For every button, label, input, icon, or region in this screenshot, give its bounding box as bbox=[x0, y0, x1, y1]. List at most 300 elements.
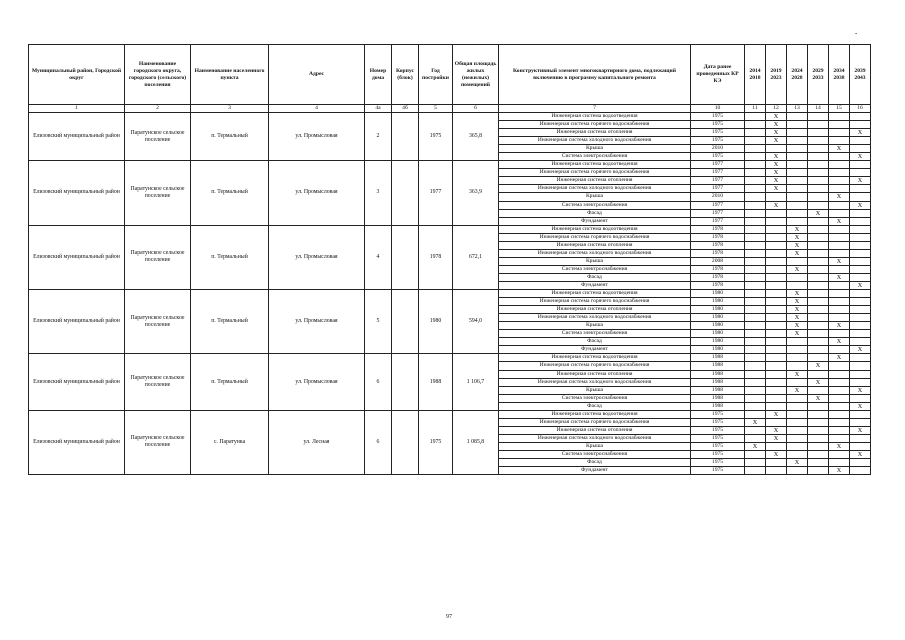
house-number-cell: 4 bbox=[365, 225, 392, 289]
period-mark-cell: X bbox=[829, 273, 850, 281]
period-mark-cell bbox=[829, 129, 850, 137]
capital-repair-table-sheet bbox=[28, 44, 870, 475]
repair-date-cell: 1988 bbox=[691, 402, 745, 410]
element-cell: Система электроснабжения bbox=[499, 330, 691, 338]
period-mark-cell bbox=[808, 153, 829, 161]
period-mark-cell bbox=[745, 410, 766, 418]
period-mark-cell bbox=[745, 370, 766, 378]
table-body bbox=[29, 113, 871, 475]
period-mark-cell bbox=[745, 201, 766, 209]
header-period-2: 2019 2023 bbox=[766, 45, 787, 105]
header-house-number: Номер дома bbox=[365, 45, 392, 105]
period-mark-cell bbox=[850, 225, 871, 233]
element-cell: Система электроснабжения bbox=[499, 394, 691, 402]
locality-cell: п. Термальный bbox=[191, 113, 269, 161]
period-mark-cell bbox=[829, 137, 850, 145]
area-cell: 1 106,7 bbox=[453, 354, 499, 410]
element-cell: Крыша bbox=[499, 442, 691, 450]
area-cell: 1 085,8 bbox=[453, 410, 499, 474]
period-mark-cell bbox=[787, 281, 808, 289]
period-mark-cell bbox=[745, 185, 766, 193]
header-year: Год постройки bbox=[419, 45, 453, 105]
element-cell: Инженерная система горячего водоснабжения bbox=[499, 362, 691, 370]
repair-date-cell: 1975 bbox=[691, 434, 745, 442]
element-cell: Инженерная система холодного водоснабжения bbox=[499, 185, 691, 193]
address-cell: ул. Промысловая bbox=[269, 354, 365, 410]
house-number-cell: 6 bbox=[365, 354, 392, 410]
repair-date-cell: 1988 bbox=[691, 386, 745, 394]
period-mark-cell bbox=[745, 145, 766, 153]
repair-date-cell: 1977 bbox=[691, 161, 745, 169]
period-mark-cell: X bbox=[787, 459, 808, 467]
period-mark-cell bbox=[808, 177, 829, 185]
period-mark-cell bbox=[766, 354, 787, 362]
element-cell: Фундамент bbox=[499, 467, 691, 475]
period-mark-cell bbox=[829, 394, 850, 402]
period-mark-cell bbox=[808, 386, 829, 394]
period-mark-cell bbox=[829, 418, 850, 426]
period-mark-cell bbox=[787, 402, 808, 410]
repair-date-cell: 1975 bbox=[691, 450, 745, 458]
table-row bbox=[29, 354, 871, 362]
period-mark-cell bbox=[850, 241, 871, 249]
area-cell: 365,8 bbox=[453, 113, 499, 161]
period-mark-cell: X bbox=[766, 137, 787, 145]
period-mark-cell bbox=[766, 330, 787, 338]
settlement-cell: Паратунское сельское поселение bbox=[125, 113, 191, 161]
column-number: 13 bbox=[787, 105, 808, 113]
period-mark-cell bbox=[745, 137, 766, 145]
period-mark-cell bbox=[766, 257, 787, 265]
period-mark-cell bbox=[787, 201, 808, 209]
period-mark-cell bbox=[850, 394, 871, 402]
period-mark-cell bbox=[808, 241, 829, 249]
period-mark-cell bbox=[850, 193, 871, 201]
table-row bbox=[29, 290, 871, 298]
period-mark-cell bbox=[829, 241, 850, 249]
period-mark-cell: X bbox=[829, 467, 850, 475]
period-mark-cell bbox=[850, 418, 871, 426]
column-number: 4 bbox=[269, 105, 365, 113]
repair-date-cell: 1980 bbox=[691, 330, 745, 338]
period-mark-cell bbox=[850, 290, 871, 298]
period-mark-cell bbox=[829, 249, 850, 257]
locality-cell: п. Термальный bbox=[191, 354, 269, 410]
period-mark-cell: X bbox=[850, 201, 871, 209]
period-mark-cell bbox=[829, 281, 850, 289]
period-mark-cell: X bbox=[787, 249, 808, 257]
period-mark-cell bbox=[808, 137, 829, 145]
element-cell: Фасад bbox=[499, 273, 691, 281]
period-mark-cell bbox=[787, 113, 808, 121]
period-mark-cell bbox=[766, 459, 787, 467]
element-cell: Инженерная система отопления bbox=[499, 426, 691, 434]
column-number: 16 bbox=[850, 105, 871, 113]
element-cell: Крыша bbox=[499, 193, 691, 201]
period-mark-cell bbox=[766, 306, 787, 314]
header-area: Общая площадь жилых (нежилых) помещений bbox=[453, 45, 499, 105]
element-cell: Фасад bbox=[499, 402, 691, 410]
period-mark-cell bbox=[787, 442, 808, 450]
period-mark-cell bbox=[745, 346, 766, 354]
header-building: Корпус (блок) bbox=[392, 45, 419, 105]
period-mark-cell bbox=[745, 217, 766, 225]
period-mark-cell bbox=[766, 378, 787, 386]
period-mark-cell: X bbox=[850, 153, 871, 161]
period-mark-cell bbox=[787, 153, 808, 161]
address-cell: ул. Промысловая bbox=[269, 290, 365, 354]
period-mark-cell bbox=[787, 217, 808, 225]
period-mark-cell bbox=[766, 290, 787, 298]
period-mark-cell: X bbox=[850, 177, 871, 185]
house-number-cell: 3 bbox=[365, 161, 392, 225]
period-mark-cell bbox=[787, 394, 808, 402]
period-mark-cell bbox=[766, 346, 787, 354]
period-mark-cell bbox=[850, 121, 871, 129]
period-mark-cell bbox=[745, 459, 766, 467]
building-cell bbox=[392, 354, 419, 410]
repair-date-cell: 1975 bbox=[691, 426, 745, 434]
period-mark-cell bbox=[808, 145, 829, 153]
address-cell: ул. Лесная bbox=[269, 410, 365, 474]
header-period-6: 2039 2043 bbox=[850, 45, 871, 105]
period-mark-cell bbox=[766, 467, 787, 475]
element-cell: Инженерная система горячего водоснабжения bbox=[499, 418, 691, 426]
period-mark-cell bbox=[787, 426, 808, 434]
building-cell bbox=[392, 290, 419, 354]
address-cell: ул. Промысловая bbox=[269, 113, 365, 161]
repair-date-cell: 2010 bbox=[691, 145, 745, 153]
header-period-4: 2029 2033 bbox=[808, 45, 829, 105]
period-mark-cell bbox=[808, 467, 829, 475]
period-mark-cell bbox=[808, 113, 829, 121]
element-cell: Инженерная система водоотведения bbox=[499, 410, 691, 418]
element-cell: Инженерная система водоотведения bbox=[499, 354, 691, 362]
period-mark-cell bbox=[745, 378, 766, 386]
repair-date-cell: 1975 bbox=[691, 129, 745, 137]
period-mark-cell: X bbox=[787, 298, 808, 306]
element-cell: Инженерная система горячего водоснабжения bbox=[499, 298, 691, 306]
locality-cell: п. Термальный bbox=[191, 290, 269, 354]
period-mark-cell bbox=[787, 145, 808, 153]
period-mark-cell bbox=[787, 273, 808, 281]
period-mark-cell bbox=[808, 459, 829, 467]
period-mark-cell bbox=[745, 386, 766, 394]
period-mark-cell bbox=[829, 177, 850, 185]
period-mark-cell bbox=[850, 314, 871, 322]
period-mark-cell bbox=[766, 402, 787, 410]
period-mark-cell bbox=[850, 354, 871, 362]
repair-date-cell: 1975 bbox=[691, 442, 745, 450]
period-mark-cell bbox=[808, 370, 829, 378]
period-mark-cell bbox=[745, 338, 766, 346]
element-cell: Инженерная система водоотведения bbox=[499, 161, 691, 169]
period-mark-cell bbox=[808, 442, 829, 450]
period-mark-cell bbox=[787, 354, 808, 362]
repair-date-cell: 1980 bbox=[691, 346, 745, 354]
period-mark-cell: X bbox=[829, 193, 850, 201]
period-mark-cell bbox=[850, 370, 871, 378]
repair-date-cell: 1975 bbox=[691, 410, 745, 418]
period-mark-cell bbox=[745, 354, 766, 362]
period-mark-cell bbox=[829, 346, 850, 354]
period-mark-cell bbox=[787, 418, 808, 426]
period-mark-cell bbox=[808, 450, 829, 458]
column-number: 11 bbox=[745, 105, 766, 113]
period-mark-cell bbox=[787, 378, 808, 386]
period-mark-cell bbox=[808, 306, 829, 314]
period-mark-cell: X bbox=[850, 281, 871, 289]
period-mark-cell: X bbox=[850, 426, 871, 434]
period-mark-cell bbox=[745, 290, 766, 298]
period-mark-cell bbox=[850, 322, 871, 330]
repair-date-cell: 1980 bbox=[691, 298, 745, 306]
year-cell: 1978 bbox=[419, 225, 453, 289]
period-mark-cell bbox=[745, 402, 766, 410]
column-number: 14 bbox=[808, 105, 829, 113]
period-mark-cell bbox=[829, 113, 850, 121]
header-previous-repair: Дата ранее проведенных КР КЭ bbox=[691, 45, 745, 105]
repair-date-cell: 1975 bbox=[691, 418, 745, 426]
period-mark-cell bbox=[850, 265, 871, 273]
period-mark-cell bbox=[766, 217, 787, 225]
period-mark-cell bbox=[850, 298, 871, 306]
period-mark-cell bbox=[850, 137, 871, 145]
locality-cell: п. Термальный bbox=[191, 225, 269, 289]
period-mark-cell bbox=[850, 145, 871, 153]
table-row bbox=[29, 161, 871, 169]
repair-date-cell: 1978 bbox=[691, 241, 745, 249]
period-mark-cell bbox=[808, 249, 829, 257]
table-row bbox=[29, 225, 871, 233]
period-mark-cell bbox=[808, 121, 829, 129]
repair-date-cell: 1975 bbox=[691, 121, 745, 129]
element-cell: Фасад bbox=[499, 209, 691, 217]
period-mark-cell bbox=[787, 257, 808, 265]
period-mark-cell bbox=[808, 217, 829, 225]
period-mark-cell bbox=[808, 346, 829, 354]
repair-date-cell: 1980 bbox=[691, 314, 745, 322]
period-mark-cell: X bbox=[829, 257, 850, 265]
period-mark-cell bbox=[745, 241, 766, 249]
period-mark-cell bbox=[787, 362, 808, 370]
period-mark-cell bbox=[766, 394, 787, 402]
period-mark-cell: X bbox=[787, 330, 808, 338]
period-mark-cell bbox=[745, 394, 766, 402]
period-mark-cell bbox=[808, 257, 829, 265]
header-settlement: Наименование городского округа, городского (сельского) поселения bbox=[125, 45, 191, 105]
period-mark-cell bbox=[808, 298, 829, 306]
period-mark-cell: X bbox=[787, 233, 808, 241]
period-mark-cell: X bbox=[766, 410, 787, 418]
period-mark-cell: X bbox=[787, 265, 808, 273]
period-mark-cell: X bbox=[829, 338, 850, 346]
period-mark-cell bbox=[745, 467, 766, 475]
repair-date-cell: 1975 bbox=[691, 467, 745, 475]
period-mark-cell bbox=[829, 450, 850, 458]
period-mark-cell bbox=[808, 290, 829, 298]
period-mark-cell bbox=[808, 225, 829, 233]
element-cell: Инженерная система горячего водоснабжения bbox=[499, 121, 691, 129]
period-mark-cell bbox=[808, 201, 829, 209]
period-mark-cell: X bbox=[745, 442, 766, 450]
period-mark-cell bbox=[766, 362, 787, 370]
column-number: 3 bbox=[191, 105, 269, 113]
repair-date-cell: 1977 bbox=[691, 217, 745, 225]
period-mark-cell bbox=[829, 426, 850, 434]
repair-date-cell: 1988 bbox=[691, 370, 745, 378]
period-mark-cell: X bbox=[787, 306, 808, 314]
element-cell: Инженерная система холодного водоснабжения bbox=[499, 378, 691, 386]
header-element: Конструктивный элемент многоквартирного дома, подлежащий включению в программу капитального ремонта bbox=[499, 45, 691, 105]
settlement-cell: Паратунское сельское поселение bbox=[125, 290, 191, 354]
period-mark-cell bbox=[829, 410, 850, 418]
element-cell: Инженерная система отопления bbox=[499, 370, 691, 378]
period-mark-cell bbox=[787, 169, 808, 177]
page-number: 97 bbox=[446, 614, 452, 620]
period-mark-cell bbox=[766, 265, 787, 273]
district-cell: Елизовский муниципальный район bbox=[29, 290, 125, 354]
period-mark-cell bbox=[745, 434, 766, 442]
period-mark-cell: X bbox=[787, 322, 808, 330]
period-mark-cell bbox=[808, 434, 829, 442]
period-mark-cell bbox=[745, 426, 766, 434]
element-cell: Фундамент bbox=[499, 217, 691, 225]
period-mark-cell bbox=[766, 281, 787, 289]
period-mark-cell bbox=[829, 121, 850, 129]
period-mark-cell bbox=[850, 442, 871, 450]
table-row bbox=[29, 113, 871, 121]
column-number: 1 bbox=[29, 105, 125, 113]
period-mark-cell bbox=[850, 169, 871, 177]
column-number: 4б bbox=[392, 105, 419, 113]
period-mark-cell: X bbox=[787, 241, 808, 249]
area-cell: 363,9 bbox=[453, 161, 499, 225]
period-mark-cell: X bbox=[766, 185, 787, 193]
period-mark-cell bbox=[745, 273, 766, 281]
period-mark-cell bbox=[808, 426, 829, 434]
period-mark-cell: X bbox=[787, 225, 808, 233]
period-mark-cell bbox=[745, 177, 766, 185]
period-mark-cell bbox=[745, 322, 766, 330]
period-mark-cell bbox=[808, 410, 829, 418]
period-mark-cell: X bbox=[766, 129, 787, 137]
period-mark-cell bbox=[745, 153, 766, 161]
repair-date-cell: 1975 bbox=[691, 137, 745, 145]
period-mark-cell bbox=[829, 290, 850, 298]
header-locality: Наименование населенного пункта bbox=[191, 45, 269, 105]
repair-date-cell: 1988 bbox=[691, 354, 745, 362]
settlement-cell: Паратунское сельское поселение bbox=[125, 225, 191, 289]
period-mark-cell bbox=[787, 450, 808, 458]
period-mark-cell bbox=[787, 410, 808, 418]
period-mark-cell bbox=[808, 273, 829, 281]
period-mark-cell: X bbox=[850, 129, 871, 137]
repair-date-cell: 1978 bbox=[691, 249, 745, 257]
period-mark-cell bbox=[808, 354, 829, 362]
address-cell: ул. Промысловая bbox=[269, 161, 365, 225]
period-mark-cell bbox=[787, 177, 808, 185]
period-mark-cell bbox=[829, 185, 850, 193]
header-address: Адрес bbox=[269, 45, 365, 105]
period-mark-cell bbox=[787, 185, 808, 193]
period-mark-cell bbox=[850, 434, 871, 442]
period-mark-cell: X bbox=[766, 153, 787, 161]
element-cell: Инженерная система холодного водоснабжения bbox=[499, 434, 691, 442]
period-mark-cell bbox=[850, 459, 871, 467]
period-mark-cell: X bbox=[850, 346, 871, 354]
column-number-row bbox=[29, 105, 871, 113]
settlement-cell: Паратунское сельское поселение bbox=[125, 161, 191, 225]
period-mark-cell bbox=[745, 265, 766, 273]
period-mark-cell bbox=[745, 129, 766, 137]
corner-mark: - bbox=[855, 29, 858, 37]
column-number: 2 bbox=[125, 105, 191, 113]
year-cell: 1977 bbox=[419, 161, 453, 225]
period-mark-cell bbox=[829, 225, 850, 233]
period-mark-cell bbox=[787, 161, 808, 169]
repair-date-cell: 1978 bbox=[691, 273, 745, 281]
house-number-cell: 6 bbox=[365, 410, 392, 474]
period-mark-cell: X bbox=[808, 362, 829, 370]
building-cell bbox=[392, 113, 419, 161]
table-header bbox=[29, 45, 871, 113]
period-mark-cell: X bbox=[829, 354, 850, 362]
period-mark-cell bbox=[808, 233, 829, 241]
column-number: 6 bbox=[453, 105, 499, 113]
repair-date-cell: 2008 bbox=[691, 257, 745, 265]
period-mark-cell bbox=[829, 201, 850, 209]
period-mark-cell bbox=[766, 338, 787, 346]
period-mark-cell bbox=[829, 161, 850, 169]
district-cell: Елизовский муниципальный район bbox=[29, 410, 125, 474]
period-mark-cell bbox=[766, 370, 787, 378]
period-mark-cell bbox=[745, 193, 766, 201]
period-mark-cell bbox=[745, 233, 766, 241]
period-mark-cell bbox=[766, 233, 787, 241]
repair-date-cell: 1980 bbox=[691, 338, 745, 346]
period-mark-cell bbox=[787, 193, 808, 201]
period-mark-cell: X bbox=[850, 402, 871, 410]
period-mark-cell bbox=[745, 306, 766, 314]
column-number: 10 bbox=[691, 105, 745, 113]
house-number-cell: 2 bbox=[365, 113, 392, 161]
period-mark-cell: X bbox=[829, 217, 850, 225]
period-mark-cell bbox=[829, 378, 850, 386]
period-mark-cell bbox=[829, 233, 850, 241]
repair-date-cell: 1975 bbox=[691, 153, 745, 161]
repair-date-cell: 1988 bbox=[691, 394, 745, 402]
repair-date-cell: 1977 bbox=[691, 209, 745, 217]
period-mark-cell bbox=[808, 281, 829, 289]
repair-date-cell: 1980 bbox=[691, 322, 745, 330]
capital-repair-table bbox=[28, 44, 871, 475]
locality-cell: с. Паратунка bbox=[191, 410, 269, 474]
period-mark-cell bbox=[829, 434, 850, 442]
period-mark-cell bbox=[808, 129, 829, 137]
header-period-1: 2014 2018 bbox=[745, 45, 766, 105]
element-cell: Крыша bbox=[499, 257, 691, 265]
period-mark-cell: X bbox=[766, 169, 787, 177]
column-number: 7 bbox=[499, 105, 691, 113]
period-mark-cell bbox=[829, 298, 850, 306]
period-mark-cell bbox=[745, 225, 766, 233]
element-cell: Система электроснабжения bbox=[499, 153, 691, 161]
period-mark-cell bbox=[787, 121, 808, 129]
period-mark-cell bbox=[850, 467, 871, 475]
period-mark-cell bbox=[850, 306, 871, 314]
building-cell bbox=[392, 410, 419, 474]
